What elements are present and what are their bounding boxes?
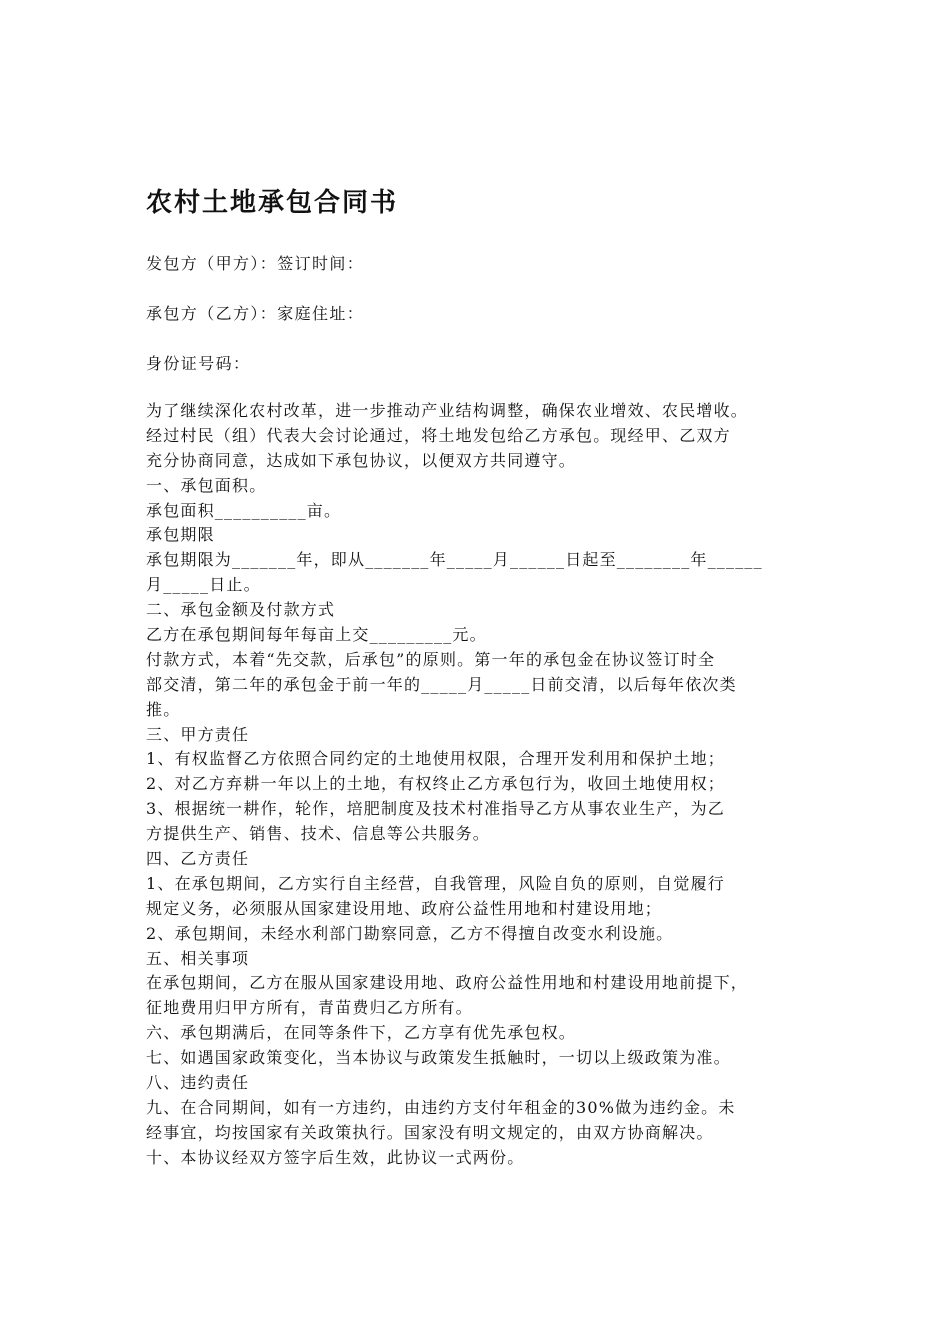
section-heading: 八、违约责任 [146,1073,250,1093]
section-heading: 三、甲方责任 [146,724,250,744]
party-a-field: 发包方（甲方）：签订时间： [146,254,365,273]
body-line: 付款方式，本着“先交款，后承包”的原则。第一年的承包金在协议签订时全 [146,649,716,669]
section-heading: 二、承包金额及付款方式 [146,600,336,620]
body-line: 征地费用归甲方所有，青苗费归乙方所有。 [146,998,473,1018]
body-line: 九、在合同期间，如有一方违约，由违约方支付年租金的30%做为违约金。未 [146,1097,736,1117]
section-heading: 十、本协议经双方签字后生效，此协议一式两份。 [146,1147,525,1167]
body-line: 方提供生产、销售、技术、信息等公共服务。 [146,824,491,844]
id-number-field: 身份证号码： [146,354,251,373]
section-heading: 五、相关事项 [146,948,250,968]
body-line: 2、对乙方弃耕一年以上的土地，有权终止乙方承包行为，收回土地使用权； [146,774,725,794]
body-line: 在承包期间，乙方在服从国家建设用地、政府公益性用地和村建设用地前提下， [146,973,749,993]
body-line: 经事宜，均按国家有关政策执行。国家没有明文规定的，由双方协商解决。 [146,1122,714,1142]
body-line: 经过村民（组）代表大会讨论通过，将土地发包给乙方承包。现经甲、乙双方 [146,425,731,445]
body-line: 月_____日止。 [146,575,261,595]
party-b-field: 承包方（乙方）：家庭住址： [146,304,365,323]
document-title: 农村土地承包合同书 [146,188,399,218]
body-line: 1、在承包期间，乙方实行自主经营，自我管理，风险自负的原则，自觉履行 [146,873,725,893]
body-line: 为了继续深化农村改革，进一步推动产业结构调整，确保农业增效、农民增收。 [146,401,749,420]
body-line: 推。 [146,699,181,719]
body-line: 充分协商同意，达成如下承包协议，以便双方共同遵守。 [146,450,577,470]
body-line: 乙方在承包期间每年每亩上交_________元。 [146,625,487,645]
section-heading: 一、承包面积。 [146,475,267,495]
section-heading: 四、乙方责任 [146,849,250,869]
section-heading: 六、承包期满后，在同等条件下，乙方享有优先承包权。 [146,1023,577,1043]
body-line: 承包面积__________亩。 [146,500,342,520]
contract-body [146,399,808,1171]
section-heading: 七、如遇国家政策变化，当本协议与政策发生抵触时，一切以上级政策为准。 [146,1048,731,1068]
body-line: 承包期限为_______年，即从_______年_____月______日起至________年______ [146,550,763,570]
section-heading: 承包期限 [146,525,215,545]
body-line: 2、承包期间，未经水利部门勘察同意，乙方不得擅自改变水利设施。 [146,923,674,943]
body-line: 部交清，第二年的承包金于前一年的_____月_____日前交清，以后每年依次类 [146,674,737,694]
body-line: 3、根据统一耕作，轮作，培肥制度及技术村准指导乙方从事农业生产，为乙 [146,799,725,819]
body-line: 1、有权监督乙方依照合同约定的土地使用权限，合理开发利用和保护土地； [146,749,725,769]
body-line: 规定义务，必须服从国家建设用地、政府公益性用地和村建设用地； [146,898,663,918]
